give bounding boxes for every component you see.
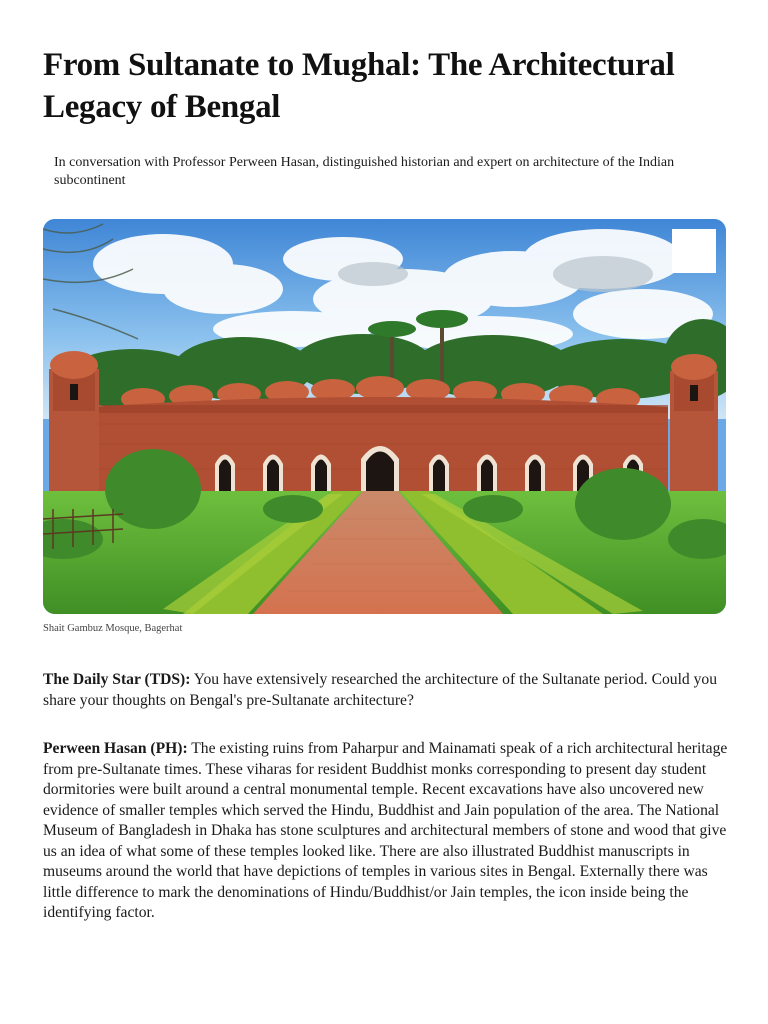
speaker-label: Perween Hasan (PH): bbox=[43, 740, 188, 757]
mosque-illustration bbox=[43, 219, 726, 614]
mosque-photo bbox=[43, 219, 726, 614]
article-subtitle: In conversation with Professor Perween Hasan, distinguished historian and expert on architecture of the Indian subcontinent bbox=[54, 155, 675, 188]
article-title: From Sultanate to Mughal: The Architectural Legacy of Bengal bbox=[43, 47, 675, 125]
paragraph-question bbox=[43, 670, 733, 711]
speaker-label: The Daily Star (TDS): bbox=[43, 671, 191, 688]
paragraph-answer bbox=[43, 739, 733, 924]
paragraph-text: You have extensively researched the architecture of the Sultanate period. Could you share your thoughts on Bengal's pre-Sultanate architecture? bbox=[43, 671, 717, 709]
paragraph-text: The existing ruins from Paharpur and Mainamati speak of a rich architectural heritage from pre-Sultanate times. These viharas for resident Buddhist monks corresponding to present day student dormitories were built around a central monumental temple. Recent excavations have also uncovered new evidence of smaller temples which served the Hindu, Buddhist and Jain population of the area. The National Museum of Bangladesh in Dhaka has stone sculptures and architectural members of stone and wood that give us an idea of what some of these temples looked like. There are also illustrated Buddhist manuscripts in museums around the world that have depictions of temples in various sites in Bengal. Externally there was little difference to mark the denominations of Hindu/Buddhist/or Jain temples, the icon inside being the identifying factor. bbox=[43, 740, 728, 921]
image-badge bbox=[672, 229, 716, 273]
figure-caption: Shait Gambuz Mosque, Bagerhat bbox=[43, 623, 183, 634]
